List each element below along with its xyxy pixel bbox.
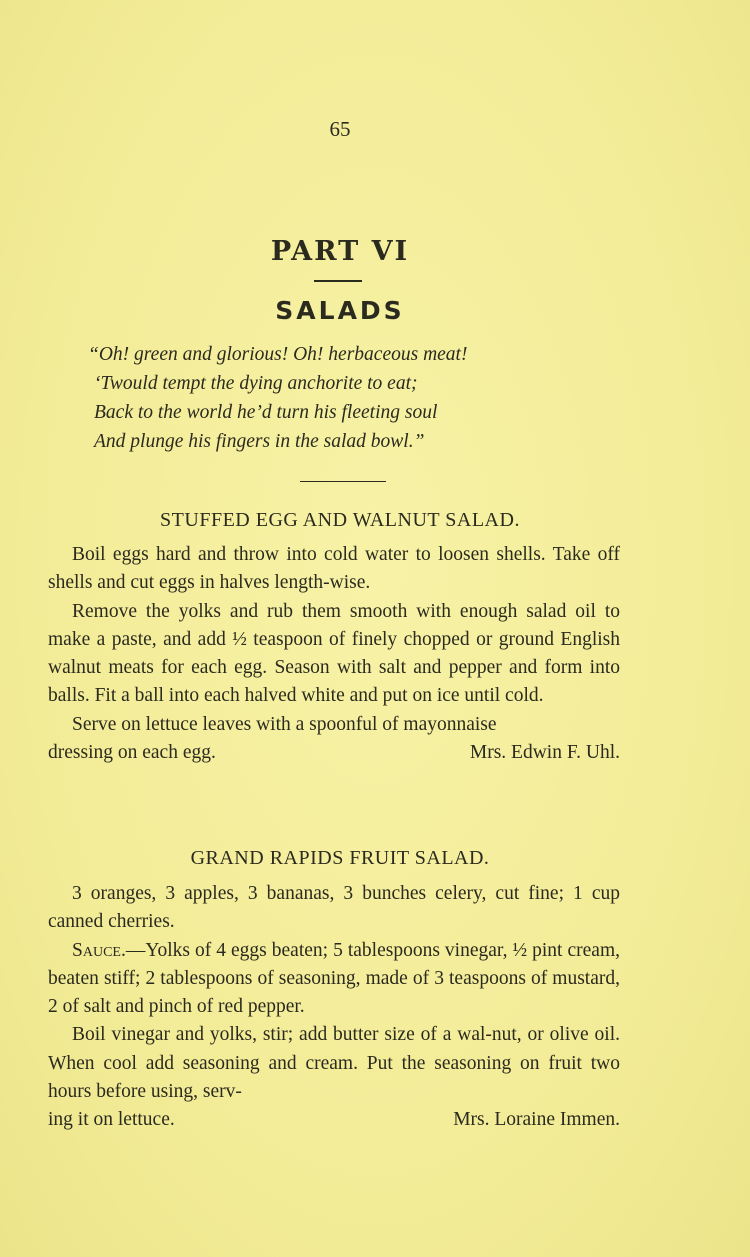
title-divider [314,280,362,282]
poem-line: And plunge his fingers in the salad bowl.” [94,431,425,452]
recipe-text: Serve on lettuce leaves with a spoonful of mayonnaise [72,713,497,735]
recipe-title-fruit-salad: GRAND RAPIDS FRUIT SALAD. [190,847,490,869]
recipe-text: ing it on lettuce. [48,1109,175,1131]
page-number: 65 [329,117,351,141]
recipe-text: —Yolks of 4 eggs beaten; 5 tablespoons vinegar, ½ pint cream, beaten stiff; 2 tablespoons of seasoning, made of 3 teaspoons of mustard, 2 of salt and pinch of red pepper. [48,939,620,1018]
poem-line: ‘Twould tempt the dying anchorite to eat; [94,373,418,394]
recipe-paragraph: Boil eggs hard and throw into cold water to loosen shells. Take off shells and cut eggs in halves length-wise. [48,544,620,594]
section-divider [300,481,386,482]
section-title: SALADS [275,296,405,325]
epigraph-poem [88,340,648,456]
recipe-title-stuffed-egg: STUFFED EGG AND WALNUT SALAD. [160,509,520,531]
attribution-line [48,1106,620,1134]
attribution-line [48,739,620,767]
recipe-body-stuffed-egg [48,541,620,767]
recipe-paragraph [48,937,620,1022]
part-title: PART VI [270,236,410,267]
recipe-paragraph [48,711,620,739]
recipe-body-fruit-salad [48,880,620,1135]
recipe-paragraph: Remove the yolks and rub them smooth with enough salad oil to make a paste, and add ½ teaspoon of finely chopped or ground English walnut meats for each egg. Season with salt and pepper and form into balls. Fit a ball into each halved white and put on ice until cold. [48,600,620,707]
poem-line: “Oh! green and glorious! Oh! herbaceous meat! [88,344,468,365]
recipe-text: dressing on each egg. [48,742,216,764]
recipe-author: Mrs. Edwin F. Uhl. [469,742,620,764]
sauce-label: Sauce. [72,939,126,961]
recipe-paragraph: Boil vinegar and yolks, stir; add butter size of a wal-nut, or olive oil. When cool add seasoning and cream. Put the seasoning on fruit two hours before using, serv- [48,1024,620,1103]
poem-line: Back to the world he’d turn his fleeting soul [94,402,438,423]
recipe-paragraph: 3 oranges, 3 apples, 3 bananas, 3 bunches celery, cut fine; 1 cup canned cherries. [48,883,620,933]
recipe-author: Mrs. Loraine Immen. [453,1109,620,1131]
